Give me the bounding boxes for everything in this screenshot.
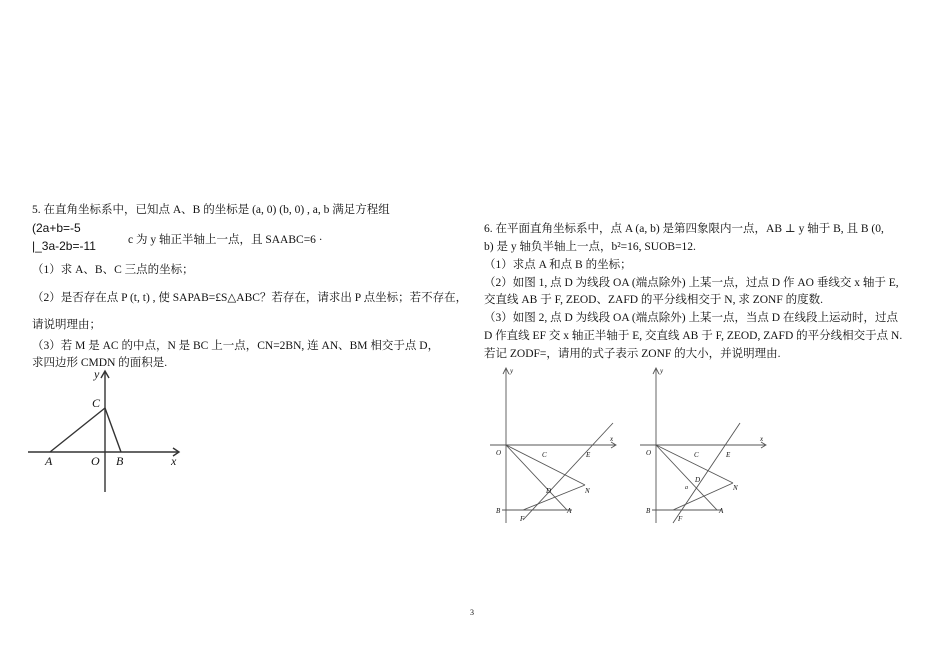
- q5-equation-1: (2a+b=-5: [32, 221, 81, 235]
- fig2-label-c: C: [694, 451, 699, 459]
- q5-figure: [28, 366, 188, 494]
- q5-segment-bc: [105, 408, 121, 452]
- q5-line-1: 5. 在直角坐标系中，已知点 A、B 的坐标是 (a, 0) (b, 0) , a, b 满足方程组: [32, 204, 390, 216]
- fig2-label-b: B: [646, 507, 651, 515]
- q6-part-3-cont: D 作直线 EF 交 x 轴正半轴于 E, 交直线 AB 于 F, ZEOD, ZAFD 的平分线相交于点 N.: [484, 330, 903, 342]
- fig1-line-ef: [523, 423, 613, 520]
- fig1-label-n: N: [585, 487, 590, 495]
- q5-part-3: （3）若 M 是 AC 的中点，N 是 BC 上一点，CN=2BN, 连 AN、BM 相交于点 D，: [32, 340, 440, 352]
- q6-line-1: 6. 在平面直角坐标系中，点 A (a, b) 是第四象限内一点，AB ⊥ y 轴于 B, 且 B (0,: [484, 223, 884, 235]
- q6-figure-2: [640, 365, 780, 525]
- fig1-bisector-fn: [523, 485, 585, 510]
- fig2-bisector-fn: [673, 483, 733, 510]
- q5-label-b: B: [116, 454, 124, 468]
- q6-part-3-cont-2: 若记 ZODF=，请用的式子表示 ZONF 的大小，并说明理由.: [484, 348, 781, 360]
- fig1-label-x: x: [610, 435, 614, 443]
- fig2-line-oa: [656, 445, 717, 510]
- q5-part-2: （2）是否存在点 P (t, t) , 使 SAPAB=£S△ABC？若存在，请求出 P 点坐标；若不存在，: [32, 292, 468, 304]
- fig2-label-a: A: [719, 507, 724, 515]
- fig1-label-b: B: [496, 507, 501, 515]
- q5-label-a: A: [45, 454, 53, 468]
- fig2-label-f: F: [678, 515, 683, 523]
- q6-part-2-cont: 交直线 AB 于 F, ZEOD、ZAFD 的平分线相交于 N, 求 ZONF 的度数.: [484, 294, 823, 306]
- fig1-label-d: D: [546, 487, 552, 495]
- q5-label-x: x: [171, 454, 177, 468]
- q5-part-1: （1）求 A、B、C 三点的坐标；: [32, 264, 194, 276]
- q5-label-c: C: [92, 396, 101, 410]
- q6-part-2: （2）如图 1, 点 D 为线段 OA (端点除外) 上某一点，过点 D 作 AO 垂线交 x 轴于 E,: [484, 277, 899, 289]
- fig2-line-ef: [673, 423, 740, 523]
- fig1-label-o: O: [496, 449, 502, 457]
- q5-part-2-cont: 请说明理由；: [32, 319, 101, 331]
- fig2-label-y: y: [660, 367, 664, 375]
- q5-equation-2: |_3a-2b=-11: [32, 239, 96, 253]
- fig1-label-f: F: [520, 515, 525, 523]
- fig2-label-x: x: [760, 435, 764, 443]
- q6-part-1: （1）求点 A 和点 B 的坐标；: [484, 259, 632, 271]
- q5-segment-ac: [50, 408, 105, 452]
- fig2-label-alpha: a: [685, 485, 688, 491]
- page-number: 3: [470, 608, 474, 617]
- q5-line-2: c 为 y 轴正半轴上一点，且 SAABC=6 ·: [128, 234, 323, 246]
- fig2-label-o: O: [646, 449, 652, 457]
- fig2-label-d: D: [695, 476, 701, 484]
- fig1-label-c: C: [542, 451, 547, 459]
- fig1-label-y: y: [510, 367, 514, 375]
- fig1-line-oa: [506, 445, 567, 510]
- q6-part-3: （3）如图 2, 点 D 为线段 OA (端点除外) 上某一点，当点 D 在线段上运动时，过点: [484, 312, 898, 324]
- q5-part-3-cont: 求四边形 CMDN 的面积是.: [32, 357, 168, 369]
- q6-figure-1: [490, 365, 630, 525]
- q5-label-o: O: [91, 454, 100, 468]
- fig2-label-e: E: [726, 451, 731, 459]
- fig2-label-n: N: [733, 484, 738, 492]
- q6-line-2: b) 是 y 轴负半轴上一点，b²=16, SUOB=12.: [484, 241, 696, 253]
- fig1-label-a: A: [567, 507, 572, 515]
- fig1-label-e: E: [586, 451, 591, 459]
- q5-label-y: y: [94, 367, 100, 381]
